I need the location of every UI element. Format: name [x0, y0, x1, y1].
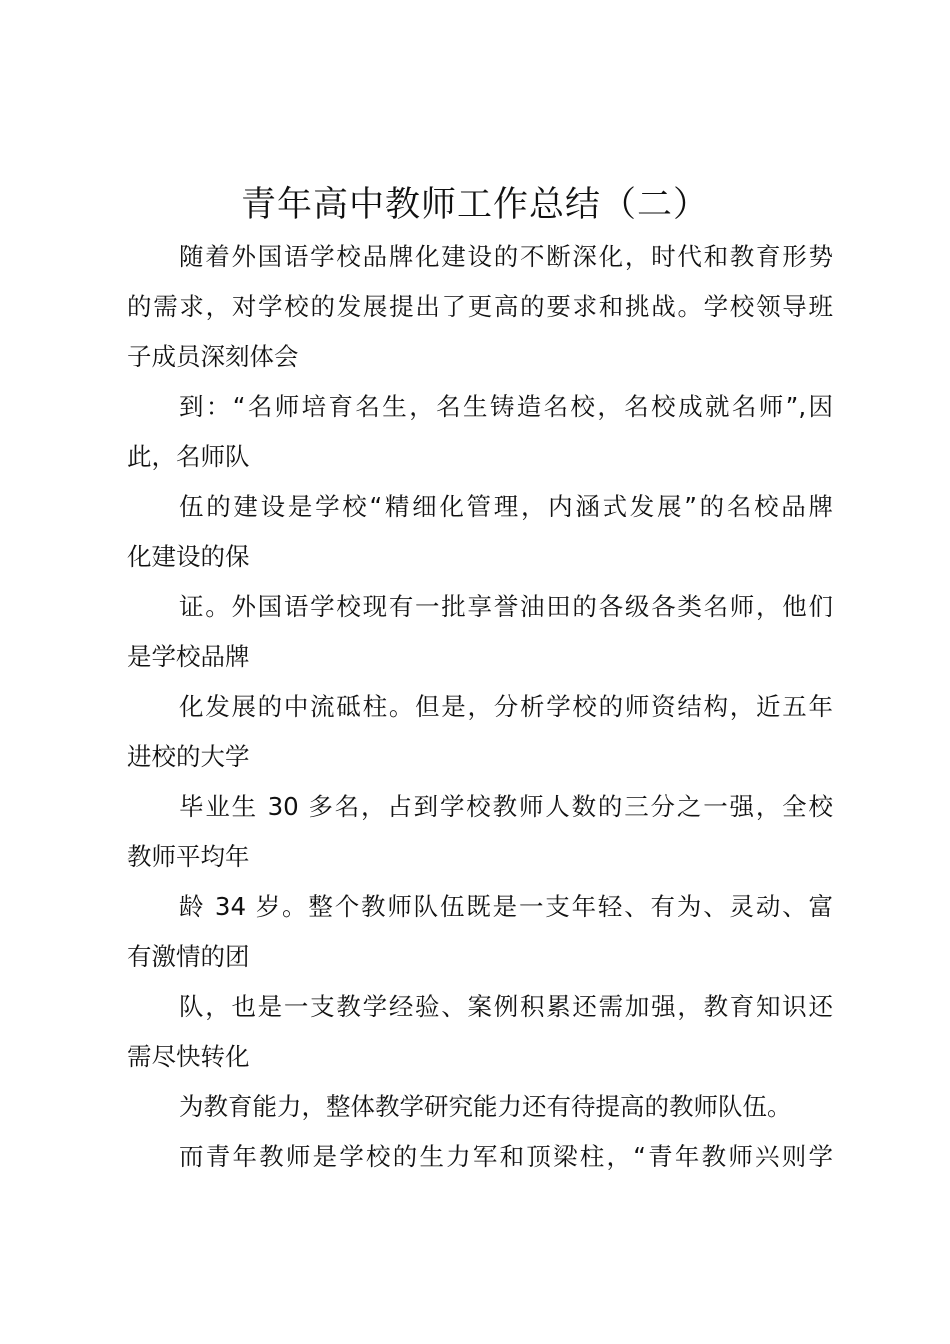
- body-line: 进校的大学: [127, 742, 250, 771]
- body-line: 龄 34 岁。整个教师队伍既是一支年轻、有为、灵动、富: [179, 892, 833, 921]
- body-line: 是学校品牌: [127, 642, 250, 671]
- body-line: 的需求，对学校的发展提出了更高的要求和挑战。学校领导班: [127, 292, 833, 321]
- body-line: 证。外国语学校现有一批享誉油田的各级各类名师，他们: [179, 592, 833, 621]
- body-line: 队，也是一支教学经验、案例积累还需加强，教育知识还: [179, 992, 833, 1021]
- body-line: 化建设的保: [127, 542, 250, 571]
- body-line: 有激情的团: [127, 942, 250, 971]
- body-line: 为教育能力，整体教学研究能力还有待提高的教师队伍。: [179, 1092, 792, 1121]
- document-body: [127, 232, 833, 1182]
- body-line: 此，名师队: [127, 442, 250, 471]
- body-line: 到：“名师培育名生，名生铸造名校，名校成就名师”,因: [179, 392, 833, 421]
- body-line: 子成员深刻体会: [127, 342, 299, 371]
- document-title: 青年高中教师工作总结（二）: [240, 185, 709, 225]
- body-line: 需尽快转化: [127, 1042, 250, 1071]
- body-line: 伍的建设是学校“精细化管理，内涵式发展”的名校品牌: [179, 492, 833, 521]
- body-line: 毕业生 30 多名，占到学校教师人数的三分之一强，全校: [179, 792, 833, 821]
- body-line: 化发展的中流砥柱。但是，分析学校的师资结构，近五年: [179, 692, 833, 721]
- body-line: 而青年教师是学校的生力军和顶梁柱，“青年教师兴则学: [179, 1142, 833, 1171]
- body-line: 随着外国语学校品牌化建设的不断深化，时代和教育形势: [179, 242, 833, 271]
- body-line: 教师平均年: [127, 842, 250, 871]
